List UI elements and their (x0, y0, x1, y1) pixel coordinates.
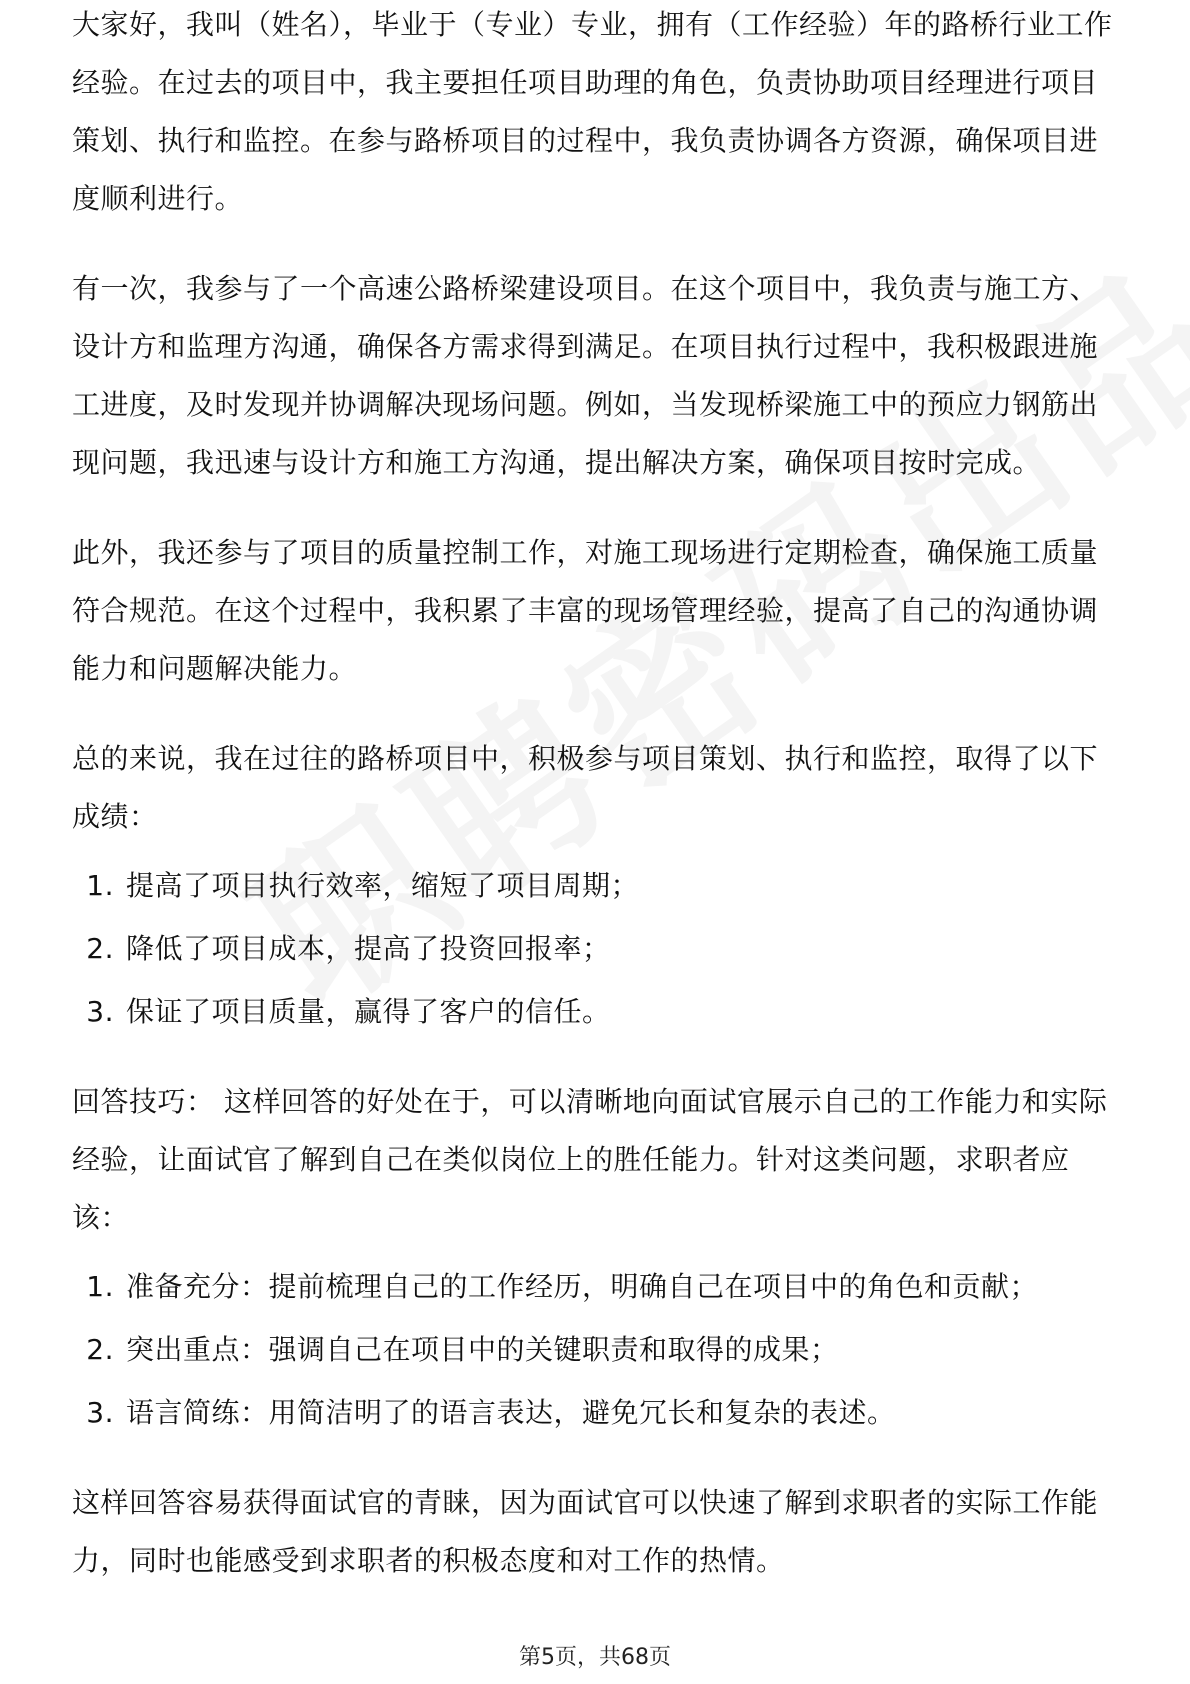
list-item (72, 1255, 1118, 1318)
list-item (72, 1318, 1118, 1381)
list-item-number: 2. (86, 1333, 114, 1366)
list-item (72, 1381, 1118, 1444)
list-item (72, 980, 1118, 1043)
paragraph-closing: 这样回答容易获得面试官的青睐，因为面试官可以快速了解到求职者的实际工作能力，同时也能感受到求职者的积极态度和对工作的热情。 (72, 1486, 1099, 1577)
list-item-text: 降低了项目成本，提高了投资回报率； (126, 932, 611, 965)
achievements-list (72, 854, 1118, 1043)
document-body (72, 8, 1118, 1622)
page-number-footer: 第5页，共68页 (519, 1645, 671, 1670)
paragraph-quality-control: 此外，我还参与了项目的质量控制工作，对施工现场进行定期检查，确保施工质量符合规范。在这个过程中，我积累了丰富的现场管理经验，提高了自己的沟通协调能力和问题解决能力。 (72, 536, 1099, 685)
list-item-text: 准备充分：提前梳理自己的工作经历，明确自己在项目中的角色和贡献； (126, 1270, 1039, 1303)
list-item (72, 854, 1118, 917)
list-item-text: 保证了项目质量，赢得了客户的信任。 (126, 995, 611, 1028)
paragraph-project-example: 有一次，我参与了一个高速公路桥梁建设项目。在这个项目中，我负责与施工方、设计方和监理方沟通，确保各方需求得到满足。在项目执行过程中，我积极跟进施工进度，及时发现并协调解决现场问题。例如，当发现桥梁施工中的预应力钢筋出现问题，我迅速与设计方和施工方沟通，提出解决方案，确保项目按时完成。 (72, 272, 1099, 479)
tips-list (72, 1255, 1118, 1444)
paragraph-intro: 大家好，我叫（姓名），毕业于（专业）专业，拥有（工作经验）年的路桥行业工作经验。在过去的项目中，我主要担任项目助理的角色，负责协助项目经理进行项目策划、执行和监控。在参与路桥项目的过程中，我负责协调各方资源，确保项目进度顺利进行。 (72, 8, 1113, 215)
list-item-text: 语言简练：用简洁明了的语言表达，避免冗长和复杂的表述。 (126, 1396, 896, 1429)
paragraph-answer-tips: 回答技巧： 这样回答的好处在于，可以清晰地向面试官展示自己的工作能力和实际经验，让面试官了解到自己在类似岗位上的胜任能力。针对这类问题，求职者应该： (72, 1085, 1108, 1234)
list-item-text: 提高了项目执行效率，缩短了项目周期； (126, 869, 640, 902)
list-item-number: 1. (86, 1270, 114, 1303)
list-item-number: 1. (86, 869, 114, 902)
list-item-number: 2. (86, 932, 114, 965)
list-item-number: 3. (86, 1396, 114, 1429)
list-item-text: 突出重点：强调自己在项目中的关键职责和取得的成果； (126, 1333, 839, 1366)
paragraph-summary: 总的来说，我在过往的路桥项目中，积极参与项目策划、执行和监控，取得了以下成绩： (72, 742, 1099, 833)
list-item (72, 917, 1118, 980)
list-item-number: 3. (86, 995, 114, 1028)
